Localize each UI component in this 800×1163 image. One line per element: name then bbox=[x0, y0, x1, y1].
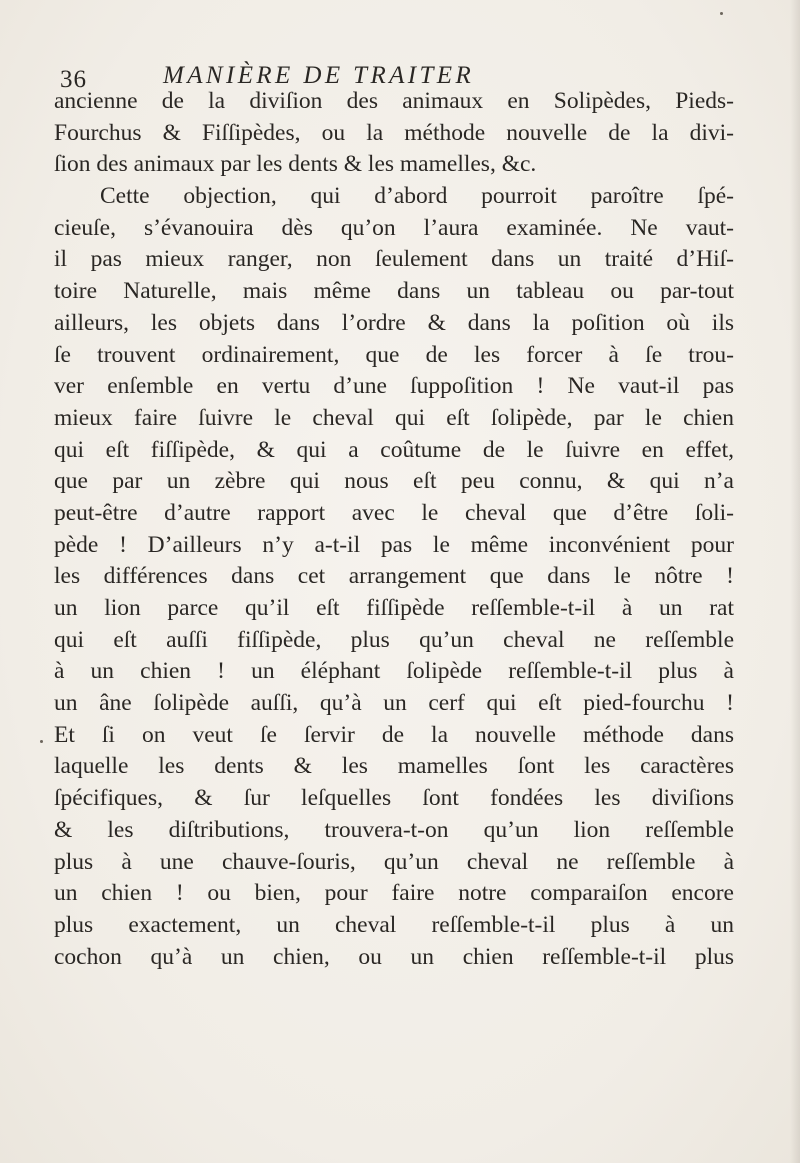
text-line: ancienne de la diviſion des animaux en Solipèdes, Pieds- bbox=[54, 88, 734, 114]
text-line: un chien ! ou bien, pour faire notre comparaiſon encore bbox=[54, 880, 734, 907]
text-line: un âne ſolipède auſſi, qu’à un cerf qui eſt pied-fourchu ! bbox=[54, 690, 734, 717]
text-line: peut-être d’autre rapport avec le cheval que d’être ſoli- bbox=[54, 499, 734, 526]
ink-speck bbox=[720, 12, 723, 15]
text-line: cochon qu’à un chien, ou un chien reſſemble-t-il plus bbox=[54, 943, 734, 970]
text-line: qui eſt auſſi fiſſipède, plus qu’un cheval ne reſſemble bbox=[54, 626, 734, 653]
text-line: Et ſi on veut ſe ſervir de la nouvelle méthode dans bbox=[54, 721, 734, 748]
text-line: cieuſe, s’évanouira dès qu’on l’aura examinée. Ne vaut- bbox=[54, 214, 734, 241]
text-line: les différences dans cet arrangement que dans le nôtre ! bbox=[54, 563, 734, 590]
text-line: Fourchus & Fiſſipèdes, ou la méthode nouvelle de la divi- bbox=[54, 119, 734, 146]
text-line: ver enſemble en vertu d’une ſuppoſition ! Ne vaut-il pas bbox=[54, 373, 734, 400]
text-line: qui eſt fiſſipède, & qui a coûtume de le ſuivre en effet, bbox=[54, 436, 734, 463]
text-line: que par un zèbre qui nous eſt peu connu, & qui n’a bbox=[54, 468, 734, 495]
text-line: il pas mieux ranger, non ſeulement dans un traité d’Hiſ- bbox=[54, 246, 734, 273]
text-line: plus exactement, un cheval reſſemble-t-il plus à un bbox=[54, 911, 734, 938]
text-line: Cette objection, qui d’abord pourroit paroître ſpé- bbox=[100, 183, 734, 210]
page-number: 36 bbox=[60, 66, 87, 93]
text-line: ſe trouvent ordinairement, que de les forcer à ſe trou- bbox=[54, 341, 734, 368]
text-line: plus à une chauve-ſouris, qu’un cheval ne reſſemble à bbox=[54, 848, 734, 875]
text-line: à un chien ! un éléphant ſolipède reſſemble-t-il plus à bbox=[54, 658, 734, 685]
running-head-title: MANIÈRE DE TRAITER bbox=[163, 62, 475, 89]
text-line: ailleurs, les objets dans l’ordre & dans la poſition où ils bbox=[54, 309, 734, 336]
page-edge-shadow bbox=[790, 0, 800, 1163]
text-line: mieux faire ſuivre le cheval qui eſt ſolipède, par le chien bbox=[54, 404, 734, 431]
ink-speck bbox=[40, 740, 43, 743]
text-line: toire Naturelle, mais même dans un tableau ou par-tout bbox=[54, 278, 734, 305]
body-text bbox=[54, 86, 734, 973]
text-line: ſpécifiques, & ſur leſquelles ſont fondées les diviſions bbox=[54, 785, 734, 812]
text-line: pède ! D’ailleurs n’y a-t-il pas le même inconvénient pour bbox=[54, 531, 734, 558]
text-line: ſion des animaux par les dents & les mamelles, &c. bbox=[54, 151, 537, 178]
text-line: & les diſtributions, trouvera-t-on qu’un lion reſſemble bbox=[54, 816, 734, 843]
text-line: un lion parce qu’il eſt fiſſipède reſſemble-t-il à un rat bbox=[54, 595, 734, 621]
text-line: laquelle les dents & les mamelles ſont les caractères bbox=[54, 753, 734, 780]
